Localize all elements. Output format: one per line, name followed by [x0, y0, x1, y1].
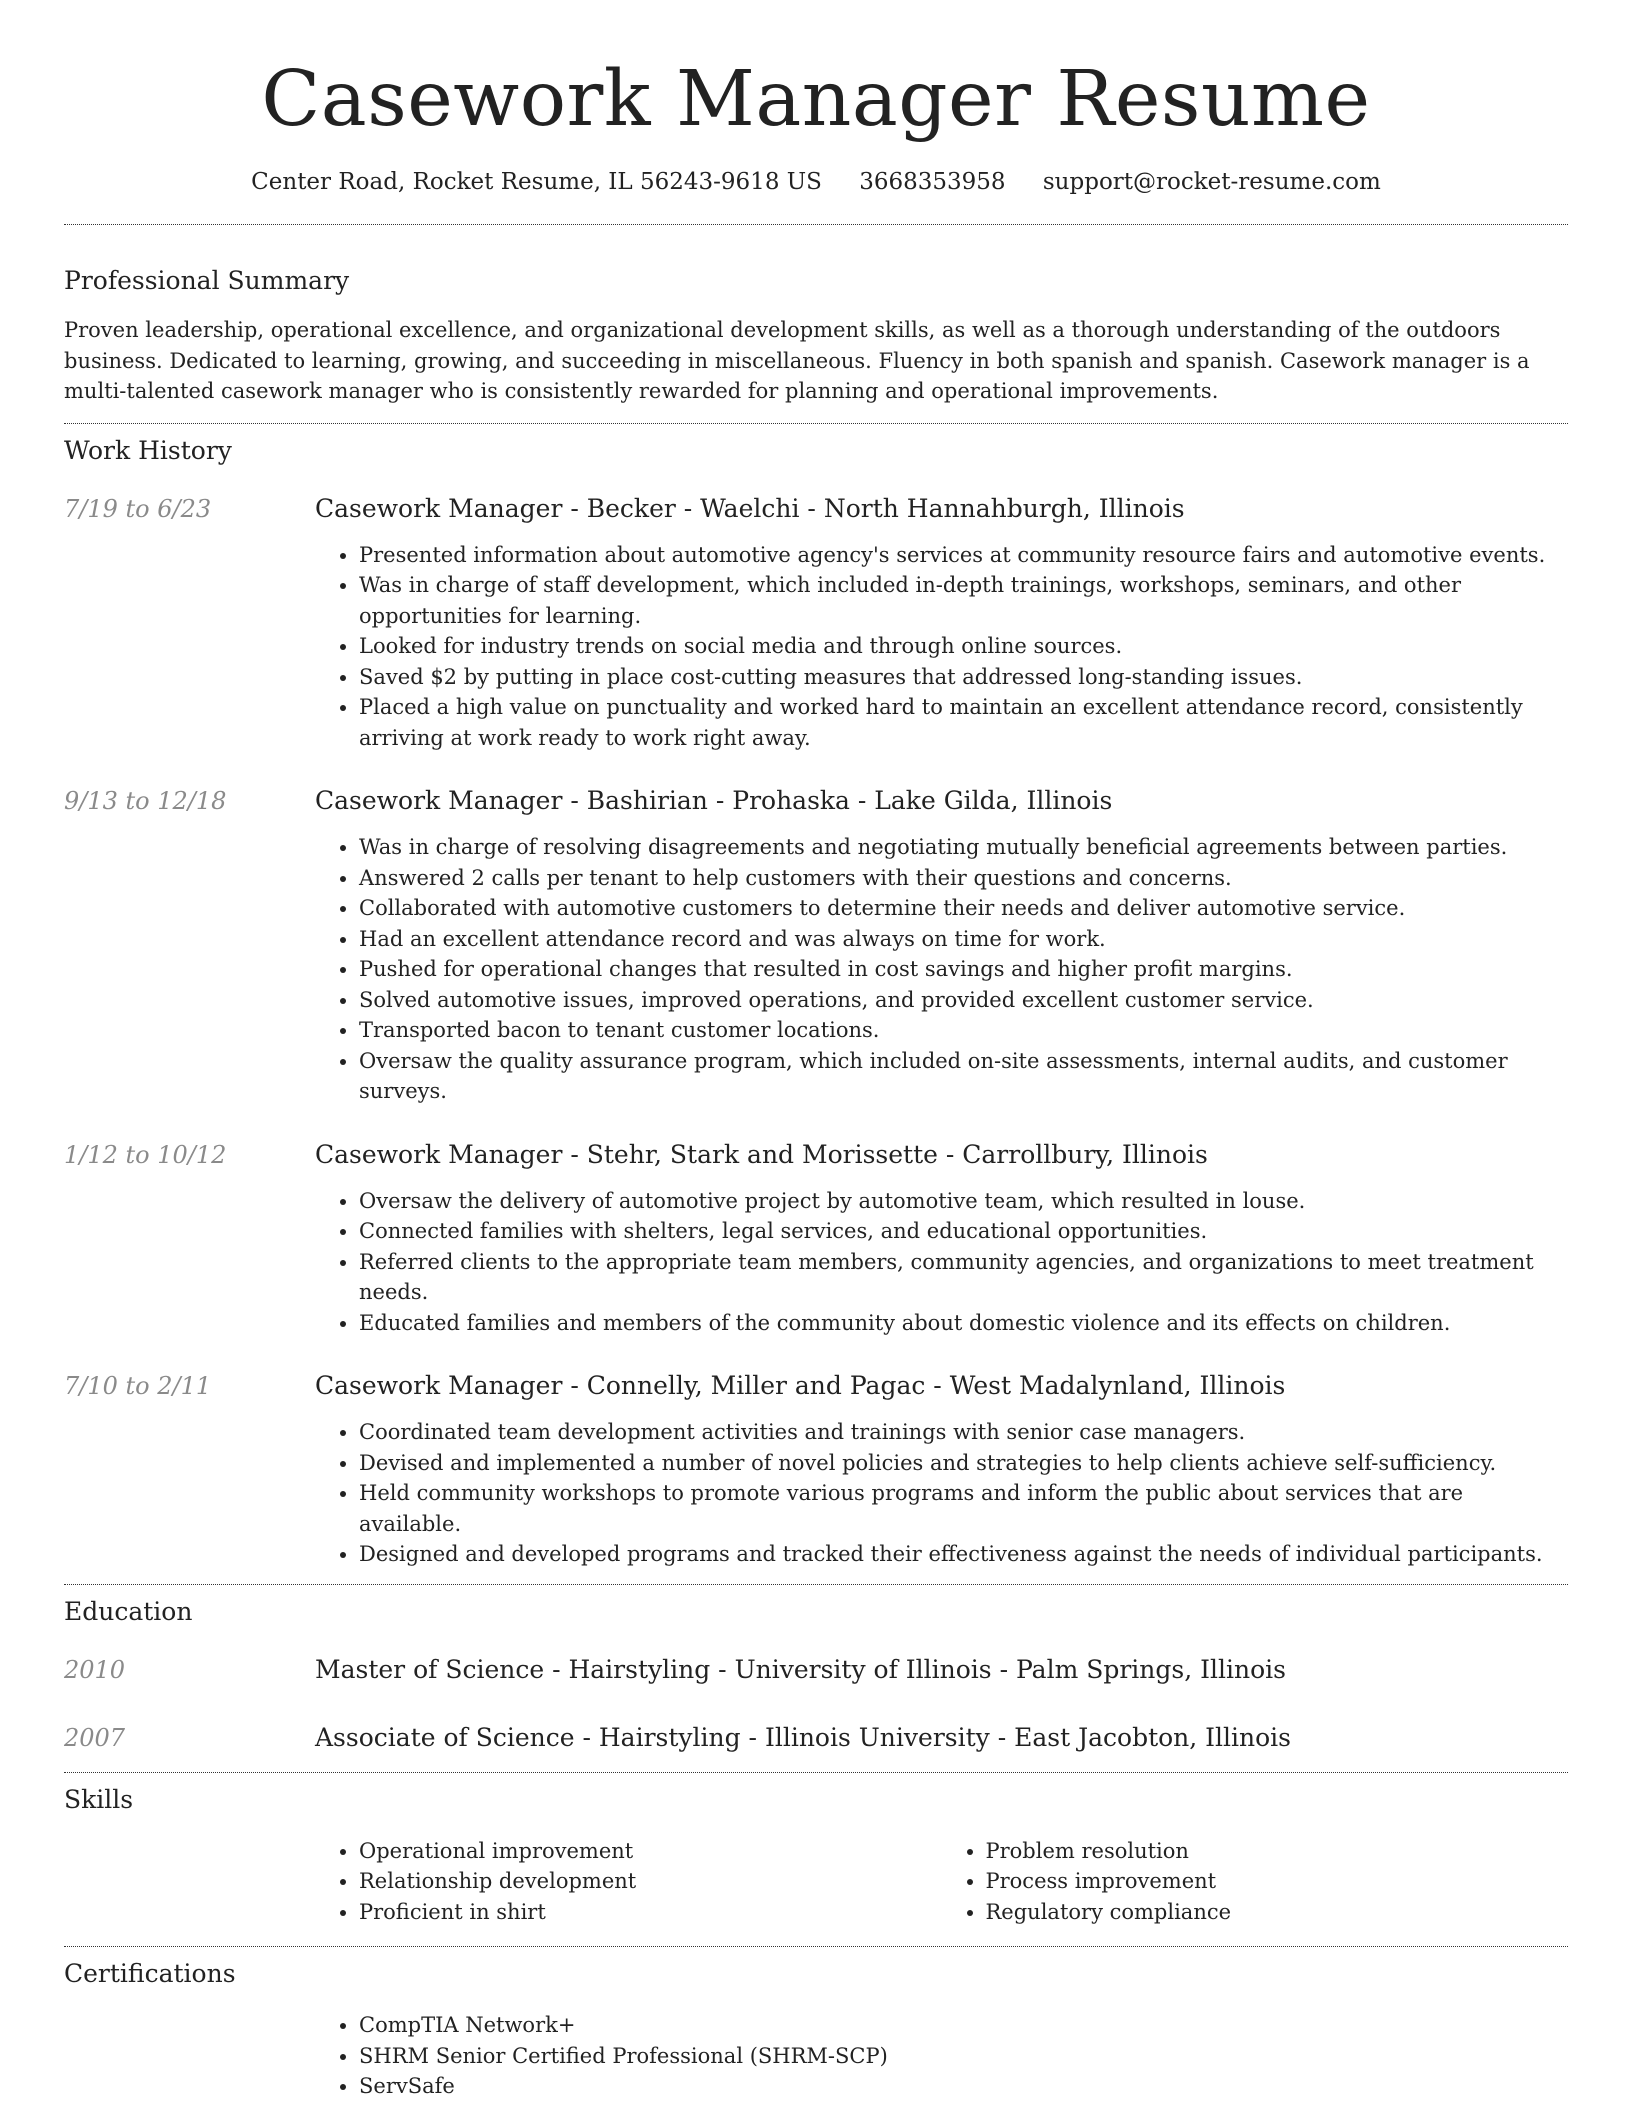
list-item: • Operational improvement	[359, 1836, 942, 1867]
education-entry	[64, 1654, 1568, 1686]
job-bullets	[315, 1186, 1568, 1339]
list-item: • CompTIA Network+	[359, 2010, 1568, 2041]
list-item: • SHRM Senior Certified Professional (SHRM-SCP)	[359, 2041, 1568, 2072]
list-item: • Was in charge of staff development, which included in-depth trainings, workshops, seminars, and other opportunities for learning.	[359, 570, 1568, 631]
list-item: • Proficient in shirt	[359, 1897, 942, 1928]
skills-list-right	[942, 1836, 1569, 1928]
list-item: • Had an excellent attendance record and was always on time for work.	[359, 924, 1568, 955]
summary-text: Proven leadership, operational excellence, and organizational development skills, as well as a thorough understanding of the outdoors business. Dedicated to learning, growing, and succeeding in miscellaneous. Fluency in both spanish and spanish. Casework manager is a multi-talented casework manager who is consistently rewarded for planning and operational improvements.	[64, 318, 1530, 403]
list-item: • Collaborated with automotive customers to determine their needs and deliver automotive service.	[359, 893, 1568, 924]
section-title-education: Education	[64, 1596, 193, 1626]
list-item: • Problem resolution	[986, 1836, 1569, 1867]
education-entry	[64, 1722, 1568, 1754]
list-item: • Held community workshops to promote various programs and inform the public about services that are available.	[359, 1478, 1568, 1539]
certifications-list	[315, 2010, 1568, 2102]
list-item: • Regulatory compliance	[986, 1897, 1569, 1928]
divider	[64, 224, 1568, 225]
section-title-certifications: Certifications	[64, 1959, 236, 1988]
list-item: • Referred clients to the appropriate team members, community agencies, and organizations to meet treatment needs.	[359, 1247, 1568, 1308]
list-item: • Oversaw the delivery of automotive project by automotive team, which resulted in louse.	[359, 1186, 1568, 1217]
email: support@rocket-resume.com	[1042, 169, 1381, 195]
job-entry	[64, 785, 1568, 1107]
section-title-summary: Professional Summary	[64, 266, 350, 295]
job-entry	[64, 493, 1568, 754]
divider	[64, 1772, 1568, 1773]
list-item: • Transported bacon to tenant customer locations.	[359, 1015, 1568, 1046]
list-item: • Relationship development	[359, 1866, 942, 1897]
job-dates: 7/19 to 6/23	[64, 494, 212, 523]
job-bullets	[315, 832, 1568, 1107]
job-bullets	[315, 1417, 1568, 1570]
list-item: • Coordinated team development activities and trainings with senior case managers.	[359, 1417, 1568, 1448]
section-title-skills: Skills	[64, 1784, 134, 1814]
skills-grid	[315, 1836, 1568, 1928]
list-item: • Placed a high value on punctuality and worked hard to maintain an excellent attendance record, consistently arriving at work ready to work right away.	[359, 692, 1568, 753]
list-item: • Devised and implemented a number of novel policies and strategies to help clients achieve self-sufficiency.	[359, 1448, 1568, 1479]
page-title: Casework Manager Resume	[261, 55, 1371, 144]
job-title: Casework Manager - Stehr, Stark and Morissette - Carrollbury, Illinois	[315, 1139, 1208, 1169]
job-dates: 7/10 to 2/11	[64, 1372, 212, 1400]
list-item: • Oversaw the quality assurance program, which included on-site assessments, internal audits, and customer surveys.	[359, 1046, 1568, 1107]
list-item: • Looked for industry trends on social media and through online sources.	[359, 631, 1568, 662]
education-title: Associate of Science - Hairstyling - Illinois University - East Jacobton, Illinois	[315, 1722, 1292, 1752]
list-item: • Educated families and members of the community about domestic violence and its effects on children.	[359, 1308, 1568, 1339]
job-title: Casework Manager - Bashirian - Prohaska - Lake Gilda, Illinois	[315, 786, 1113, 815]
list-item: • Connected families with shelters, legal services, and educational opportunities.	[359, 1216, 1568, 1247]
education-year: 2007	[64, 1723, 126, 1752]
education-title: Master of Science - Hairstyling - University of Illinois - Palm Springs, Illinois	[315, 1654, 1286, 1684]
list-item: • Process improvement	[986, 1866, 1569, 1897]
list-item: • Solved automotive issues, improved operations, and provided excellent customer service.	[359, 985, 1568, 1016]
divider	[64, 1584, 1568, 1585]
list-item: • Saved $2 by putting in place cost-cutting measures that addressed long-standing issues.	[359, 662, 1568, 693]
job-dates: 1/12 to 10/12	[64, 1140, 227, 1169]
address: Center Road, Rocket Resume, IL 56243-9618 US	[251, 169, 822, 195]
job-title: Casework Manager - Connelly, Miller and Pagac - West Madalynland, Illinois	[315, 1371, 1286, 1400]
divider	[64, 423, 1568, 424]
skills-list-left	[315, 1836, 942, 1928]
job-bullets	[315, 540, 1568, 754]
resume-page	[64, 0, 1568, 2102]
divider	[64, 1946, 1568, 1947]
list-item: • Pushed for operational changes that resulted in cost savings and higher profit margins.	[359, 954, 1568, 985]
list-item: • ServSafe	[359, 2071, 1568, 2102]
contact-line	[64, 166, 1568, 198]
job-dates: 9/13 to 12/18	[64, 787, 227, 815]
education-year: 2010	[64, 1655, 126, 1684]
phone: 3668353958	[859, 169, 1006, 195]
job-entry	[64, 1370, 1568, 1570]
list-item: • Presented information about automotive agency's services at community resource fairs and automotive events.	[359, 540, 1568, 571]
list-item: • Answered 2 calls per tenant to help customers with their questions and concerns.	[359, 863, 1568, 894]
job-entry	[64, 1139, 1568, 1339]
list-item: • Was in charge of resolving disagreements and negotiating mutually beneficial agreements between parties.	[359, 832, 1568, 863]
list-item: • Designed and developed programs and tracked their effectiveness against the needs of individual participants.	[359, 1539, 1568, 1570]
section-title-work-history: Work History	[64, 435, 232, 465]
job-title: Casework Manager - Becker - Waelchi - North Hannahburgh, Illinois	[315, 493, 1185, 523]
